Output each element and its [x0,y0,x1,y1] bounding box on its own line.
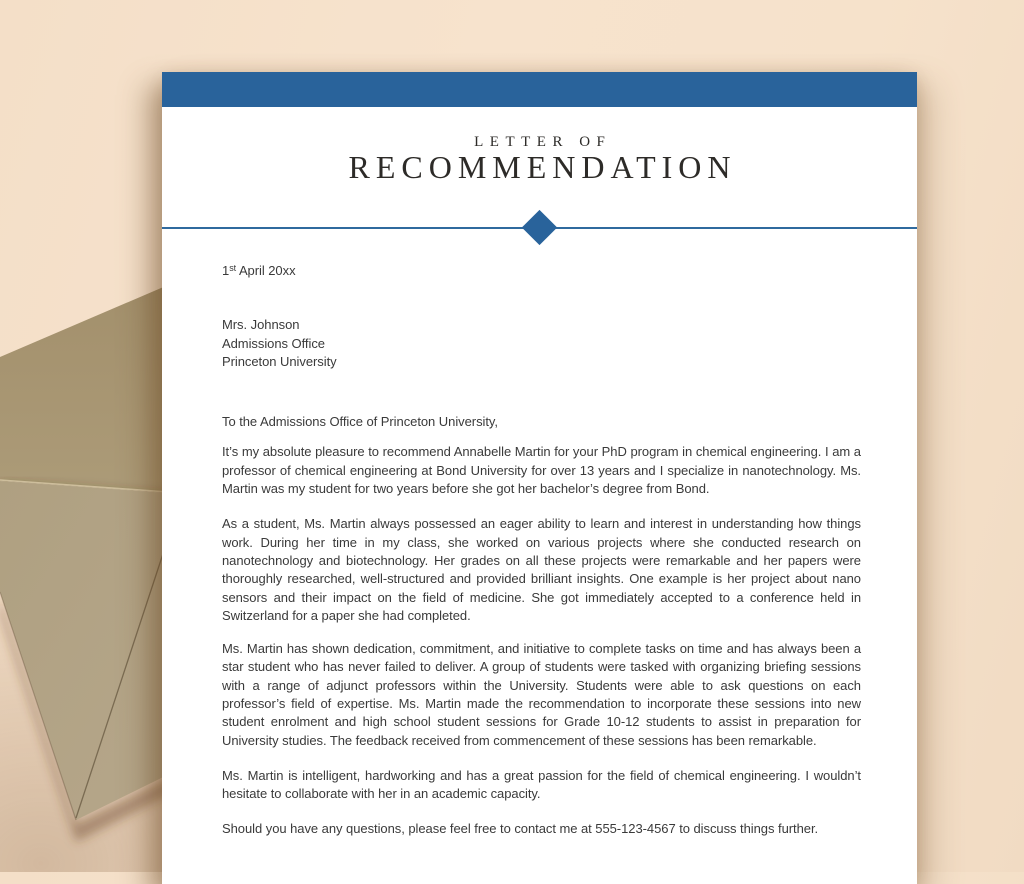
body-paragraph: Should you have any questions, please feel free to contact me at 555-123-4567 to discuss things further. [222,820,819,836]
accent-bar [162,72,917,107]
letter-page [162,72,917,884]
letter-eyebrow: LETTER OF [474,134,612,150]
letter-title: RECOMMENDATION [348,149,737,185]
recipient-block [222,316,861,371]
date-rest: April 20xx [236,263,296,278]
date-ordinal: st [229,263,237,273]
recipient-line: Mrs. Johnson [222,317,300,333]
recipient-line: Admissions Office [222,335,325,351]
body-paragraph: As a student, Ms. Martin always possessed an eager ability to learn and interest in understanding how things work. During her time in my class, she worked on various projects where she conducted research on nanotechnology and biotechnology. Her grades on all these projects were remarkable and her papers were thoroughly researched, well-structured and provided brilliant insights. One example is her project about nano sensors and their impact on the field of medicine. She got immediately accepted to a conference held in Switzerland for a paper she had completed. [222,516,861,623]
diamond-icon [522,210,557,245]
letter-body [222,262,861,838]
body-paragraph: Ms. Martin is intelligent, hardworking and has a great passion for the field of chemical engineering. I wouldn’t hesitate to collaborate with her in an academic capacity. [222,767,861,802]
date-day: 1 [222,263,230,278]
body-paragraph: It’s my absolute pleasure to recommend Annabelle Martin for your PhD program in chemical engineering. I am a professor of chemical engineering at Bond University for over 13 years and I specialize in nanotechnology. Ms. Martin was my student for two years before she got her bachelor’s degree from Bond. [222,444,861,497]
recipient-line: Princeton University [222,353,337,369]
salutation: To the Admissions Office of Princeton University, [222,414,498,430]
body-paragraph: Ms. Martin has shown dedication, commitment, and initiative to complete tasks on time and has always been a star student who has never failed to deliver. A group of students were tasked with organizing briefing sessions with a range of adjunct professors within the University. Students were able to ask questions on each professor’s field of expertise. Ms. Martin made the recommendation to incorporate these sessions into new student enrolment and high school student sessions for Grade 10-12 students to assist in preparation for University studies. The feedback received from commencement of these sessions has been remarkable. [222,641,861,748]
date-line [222,262,861,280]
